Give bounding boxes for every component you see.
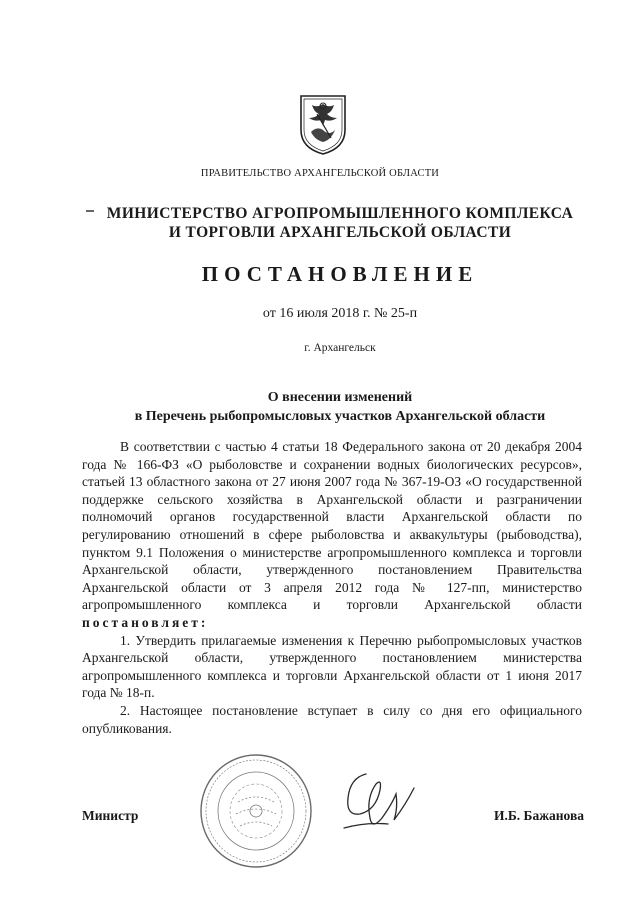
document-title [60, 388, 620, 426]
item-1-paragraph: 1. Утвердить прилагаемые изменения к Перечню рыбопромысловых участков Архангельской области, утвержденного постановлением министерства агропромышленного комплекса и торговли Архангельской области от 1 июня 2017 года № 18-п. [82, 632, 582, 701]
handwritten-signature [336, 768, 424, 836]
ministry-name [60, 204, 620, 242]
document-city: г. Архангельск [304, 342, 376, 354]
document-type: ПОСТАНОВЛЕНИЕ [201, 262, 479, 286]
signatory-position: Министр [82, 808, 139, 823]
title-line-2: в Перечень рыбопромысловых участков Архангельской области [134, 409, 546, 424]
document-body [82, 438, 582, 737]
government-name: ПРАВИТЕЛЬСТВО АРХАНГЕЛЬСКОЙ ОБЛАСТИ [200, 168, 440, 179]
ministry-line-1: МИНИСТЕРСТВО АГРОПРОМЫШЛЕННОГО КОМПЛЕКСА [106, 205, 574, 222]
coat-of-arms-icon [297, 92, 349, 156]
decree-word: постановляет: [82, 614, 209, 630]
preamble-paragraph [82, 438, 582, 632]
title-line-1: О внесении изменений [267, 390, 413, 405]
ministry-line-2: И ТОРГОВЛИ АРХАНГЕЛЬСКОЙ ОБЛАСТИ [168, 224, 512, 241]
document-date-number: от 16 июля 2018 г. № 25-п [262, 306, 418, 321]
preamble-text: В соответствии с частью 4 статьи 18 Федерального закона от 20 декабря 2004 года № 166-ФЗ «О рыболовстве и сохранении водных биологических ресурсов», статьей 13 областного закона от 27 июня 2007 года № 367-19-ОЗ «О государственной поддержке сельского хозяйства в Архангельской области и разграничении полномочий органов государственной власти Архангельской области по регулированию отношений в сфере рыболовства и аквакультуры (рыбоводства), пунктом 9.1 Положения о министерстве агропромышленного комплекса и торговли Архангельской области, утвержденного постановлением Правительства Архангельской области от 3 апреля 2012 года № 127-пп, министерство агропромышленного комплекса и торговли Архангельской области [82, 439, 582, 613]
official-seal-icon [198, 752, 314, 870]
signatory-name: И.Б. Бажанова [494, 808, 584, 823]
item-2-paragraph: 2. Настоящее постановление вступает в силу со дня его официального опубликования. [82, 702, 582, 736]
